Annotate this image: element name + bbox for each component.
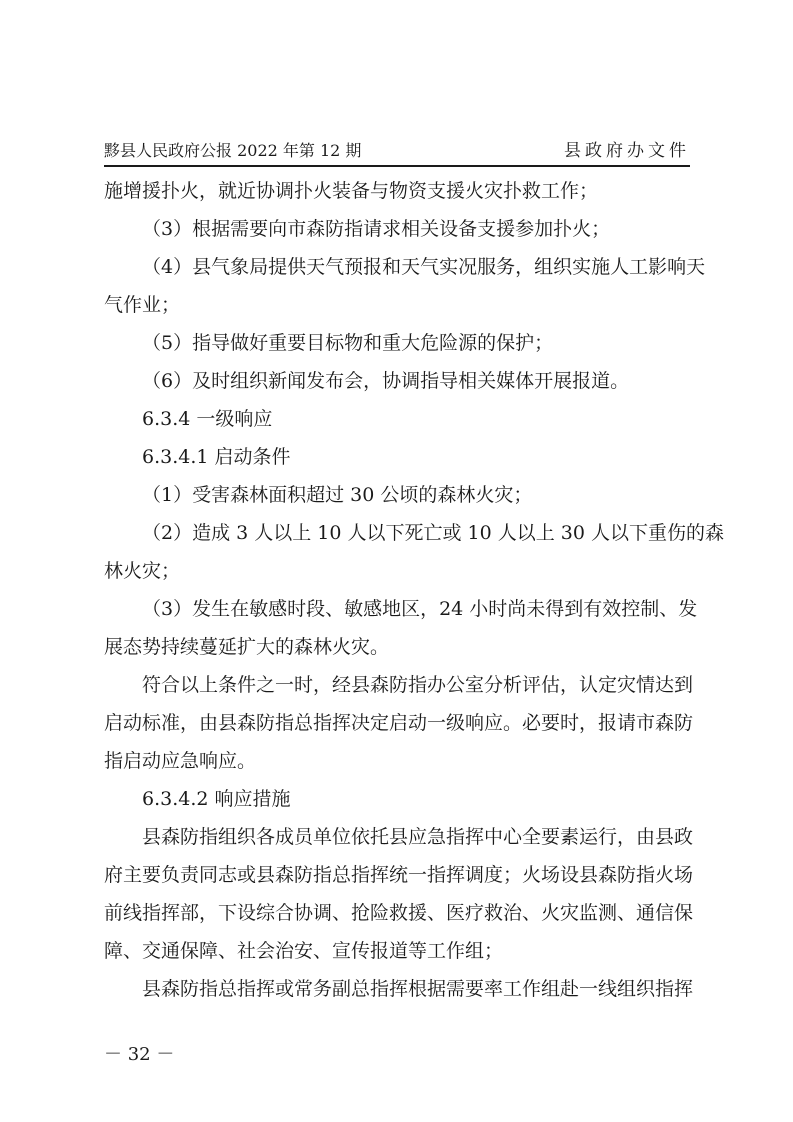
section-heading-6-3-4: 6.3.4 一级响应 (142, 408, 273, 430)
body-line-continuation: 施增援扑火，就近协调扑火装备与物资支援火灾扑救工作； (104, 180, 599, 202)
section-heading-6-3-4-2: 6.3.4.2 响应措施 (142, 788, 291, 810)
header-rule (104, 165, 690, 167)
list-item-5: （5）指导做好重要目标物和重大危险源的保护； (142, 332, 554, 354)
page-number: － 32 － (104, 1044, 175, 1065)
condition-item-1: （1）受害森林面积超过 30 公顷的森林火灾； (142, 484, 533, 506)
paragraph-command: 县森防指总指挥或常务副总指挥根据需要率工作组赴一线组织指挥 (142, 978, 694, 1000)
condition-item-3-continuation: 展态势持续蔓延扩大的森林火灾。 (104, 636, 390, 658)
paragraph-measures-line-4: 障、交通保障、社会治安、宣传报道等工作组； (104, 940, 504, 962)
paragraph-measures-line-3: 前线指挥部，下设综合协调、抢险救援、医疗救治、火灾监测、通信保 (104, 902, 694, 924)
condition-item-3: （3）发生在敏感时段、敏感地区，24 小时尚未得到有效控制、发 (142, 598, 698, 620)
condition-item-2-continuation: 林火灾； (104, 560, 181, 582)
list-item-4-continuation: 气作业； (104, 294, 181, 316)
section-heading-6-3-4-1: 6.3.4.1 启动条件 (142, 446, 291, 468)
condition-item-2: （2）造成 3 人以上 10 人以下死亡或 10 人以上 30 人以下重伤的森 (142, 522, 725, 544)
list-item-3: （3）根据需要向市森防指请求相关设备支援参加扑火； (142, 218, 611, 240)
paragraph-trigger-line-3: 指启动应急响应。 (104, 750, 257, 772)
paragraph-measures: 县森防指组织各成员单位依托县应急指挥中心全要素运行，由县政 (142, 826, 694, 848)
gazette-issue-title: 黟县人民政府公报 2022 年第 12 期 (104, 141, 362, 160)
document-body (104, 172, 725, 1008)
section-label: 县政府办文件 (564, 141, 690, 161)
paragraph-trigger: 符合以上条件之一时，经县森防指办公室分析评估，认定灾情达到 (142, 674, 694, 696)
list-item-6: （6）及时组织新闻发布会，协调指导相关媒体开展报道。 (142, 370, 630, 392)
page-header (104, 141, 690, 167)
list-item-4: （4）县气象局提供天气预报和天气实况服务，组织实施人工影响天 (142, 256, 706, 278)
paragraph-measures-line-2: 府主要负责同志或县森防指总指挥统一指挥调度；火场设县森防指火场 (104, 864, 694, 886)
paragraph-trigger-line-2: 启动标准，由县森防指总指挥决定启动一级响应。必要时，报请市森防 (104, 712, 694, 734)
